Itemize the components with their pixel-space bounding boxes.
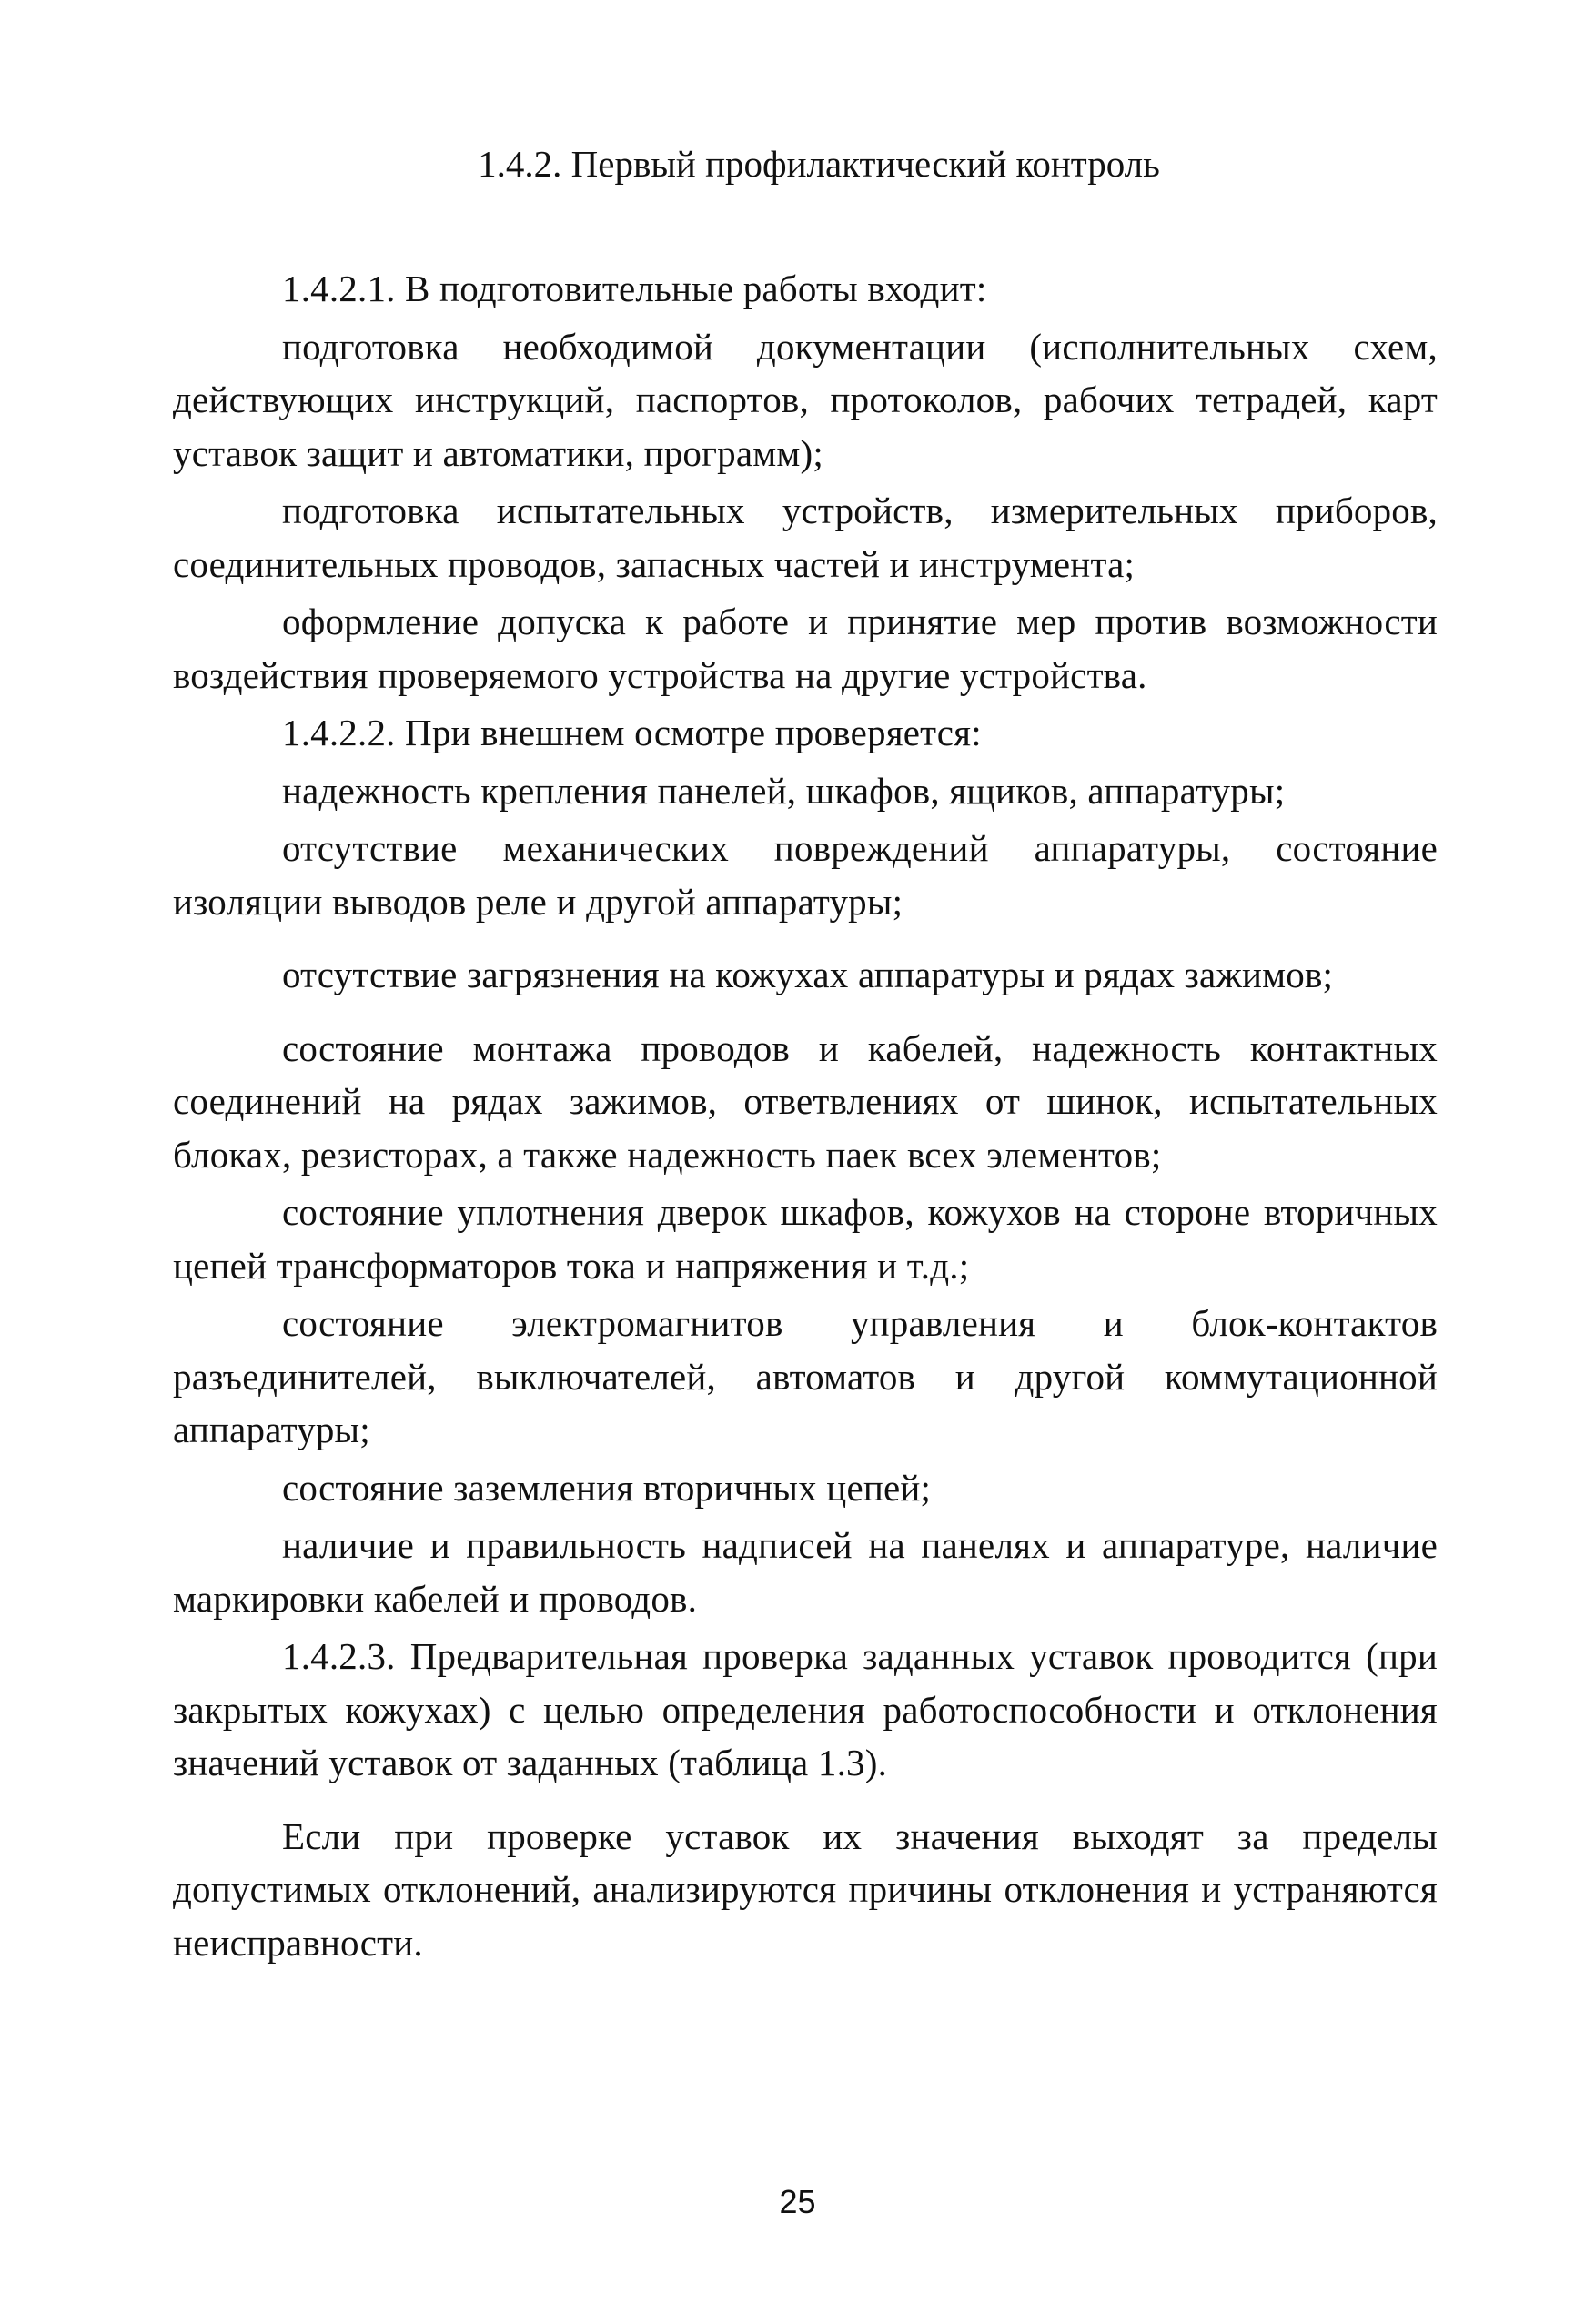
paragraph-test-devices: подготовка испытательных устройств, измерительных приборов, соединительных проводов, запасных частей и инструмента; (173, 490, 1438, 585)
paragraph-mounting-reliability: надежность крепления панелей, шкафов, ящиков, аппаратуры; (282, 769, 1286, 812)
paragraph-1-4-2-2: 1.4.2.2. При внешнем осмотре проверяется: (282, 712, 982, 753)
paragraph-deviation-analysis: Если при проверке уставок их значения выходят за пределы допустимых отклонений, анализируются причины отклонения и устраняются неисправности. (173, 1814, 1438, 1964)
page-number: 25 (779, 2183, 816, 2220)
paragraph-mechanical-damage: отсутствие механических повреждений аппаратуры, состояние изоляции выводов реле и другой аппаратуры; (173, 827, 1438, 923)
paragraph-1-4-2-3: 1.4.2.3. Предварительная проверка заданных уставок проводится (при закрытых кожухах) с целью определения работоспособности и отклонения значений уставок от заданных (таблица 1.3). (173, 1635, 1438, 1783)
paragraph-work-permit: оформление допуска к работе и принятие мер против возможности воздействия проверяемого устройства на другие устройства. (173, 601, 1438, 696)
paragraph-wiring-condition: состояние монтажа проводов и кабелей, надежность контактных соединений на рядах зажимов, ответвлениях от шинок, испытательных блоках, резисторах, а также надежность паек всех элементов; (173, 1026, 1438, 1176)
paragraph-1-4-2-1: 1.4.2.1. В подготовительные работы входит: (282, 268, 987, 309)
paragraph-documentation: подготовка необходимой документации (исполнительных схем, действующих инструкций, паспортов, протоколов, рабочих тетрадей, карт уставок защит и автоматики, программ); (173, 325, 1438, 474)
paragraph-electromagnets: состояние электромагнитов управления и блок-контактов разъединителей, выключателей, автоматов и другой коммутационной аппаратуры; (173, 1302, 1438, 1450)
section-heading: 1.4.2. Первый профилактический контроль (478, 143, 1160, 185)
document-page (173, 136, 1438, 1974)
paragraph-sealing: состояние уплотнения дверок шкафов, кожухов на стороне вторичных цепей трансформаторов тока и напряжения и т.д.; (173, 1191, 1438, 1287)
paragraph-labels-marking: наличие и правильность надписей на панелях и аппаратуре, наличие маркировки кабелей и проводов. (173, 1524, 1438, 1620)
paragraph-contamination: отсутствие загрязнения на кожухах аппаратуры и рядах зажимов; (282, 954, 1334, 995)
paragraph-grounding: состояние заземления вторичных цепей; (282, 1466, 932, 1509)
